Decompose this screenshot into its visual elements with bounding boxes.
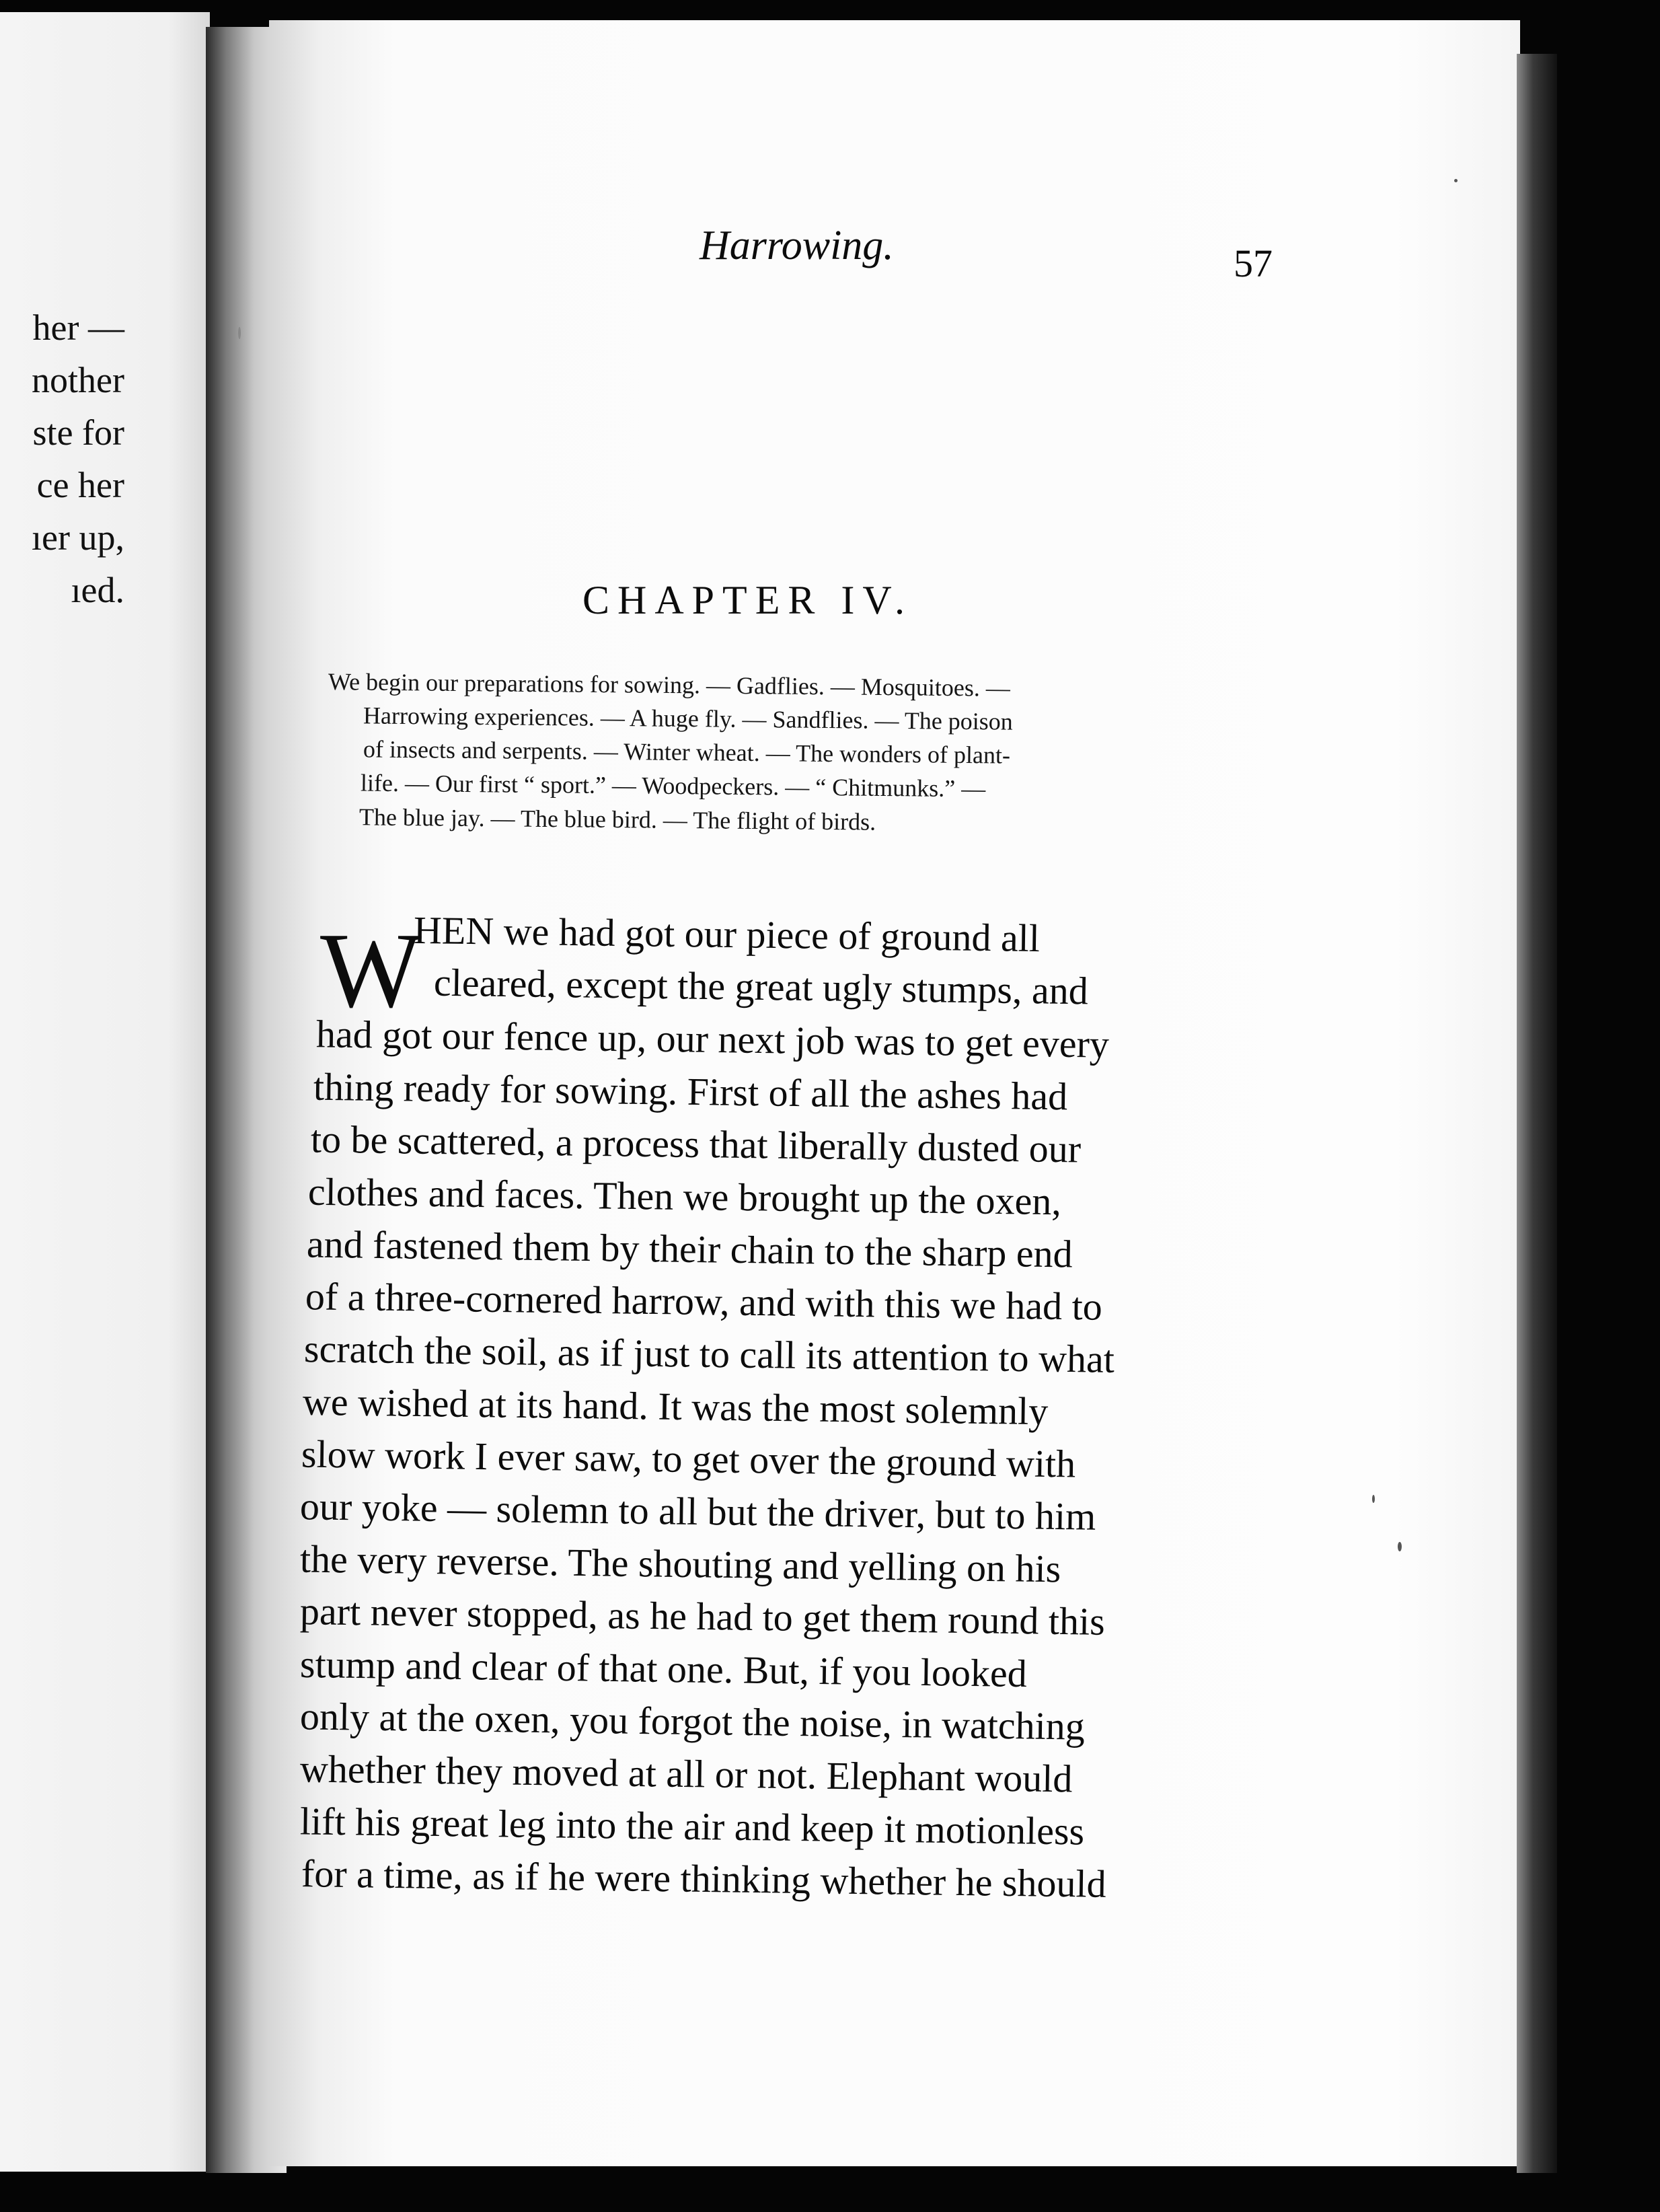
previous-page-line: ste for [32,412,124,453]
body-line: scratch the soil, as if just to call its attention to what [303,1327,1115,1381]
chapter-heading: CHAPTER IV. [582,578,913,622]
drop-cap: W [320,910,422,1030]
body-line: HEN we had got our piece of ground all [413,908,1041,961]
scan-speck [1372,1495,1375,1503]
page-edge-shadow [1517,54,1557,2173]
body-line: the very reverse. The shouting and yelling on his [299,1537,1061,1591]
body-line: thing ready for sowing. First of all the ashes had [313,1064,1068,1119]
body-line: our yoke — solemn to all but the driver, but to him [299,1484,1096,1539]
body-line: for a time, as if he were thinking whether he should [301,1851,1107,1906]
synopsis-line: of insects and serpents. — Winter wheat. — The wonders of plant- [363,735,1011,769]
previous-page-line: nother [32,360,124,400]
body-line: to be scattered, a process that liberally dusted our [310,1117,1082,1171]
scan-speck [1454,179,1458,182]
previous-page-line: ce her [36,465,124,505]
body-line: slow work I ever saw, to get over the ground with [301,1432,1076,1486]
body-line: whether they moved at all or not. Elephant would [299,1746,1073,1801]
body-line: lift his great leg into the air and keep it motionless [299,1799,1085,1853]
scan-speck [238,327,241,339]
body-line: clothes and faces. Then we brought up the oxen, [307,1169,1062,1224]
previous-page-line: her — [32,307,124,348]
body-line: we wished at its hand. It was the most solemnly [302,1379,1049,1434]
body-line: cleared, except the great ugly stumps, and [433,960,1089,1013]
body-line: stump and clear of that one. But, if you looked [299,1642,1028,1696]
body-line: had got our fence up, our next job was to get every [315,1012,1110,1066]
page-number: 57 [1234,242,1273,285]
synopsis-line: The blue jay. — The blue bird. — The flight of birds. [359,803,876,836]
body-line: and fastened them by their chain to the sharp end [306,1222,1073,1276]
body-line: of a three-cornered harrow, and with this we had to [305,1274,1103,1329]
scan-speck [1398,1542,1402,1551]
previous-page-line: ıed. [71,570,124,610]
previous-page-line: ıer up, [32,517,124,558]
running-head: Harrowing. [700,223,894,268]
synopsis-line: We begin our preparations for sowing. — Gadflies. — Mosquitoes. — [328,668,1011,702]
synopsis-line: life. — Our first “ sport.” — Woodpeckers. — “ Chitmunks.” — [360,769,986,803]
body-line: only at the oxen, you forgot the noise, in watching [299,1694,1086,1748]
body-line: part never stopped, as he had to get them round this [299,1589,1106,1644]
synopsis-line: Harrowing experiences. — A huge fly. — Sandflies. — The poison [363,702,1013,735]
